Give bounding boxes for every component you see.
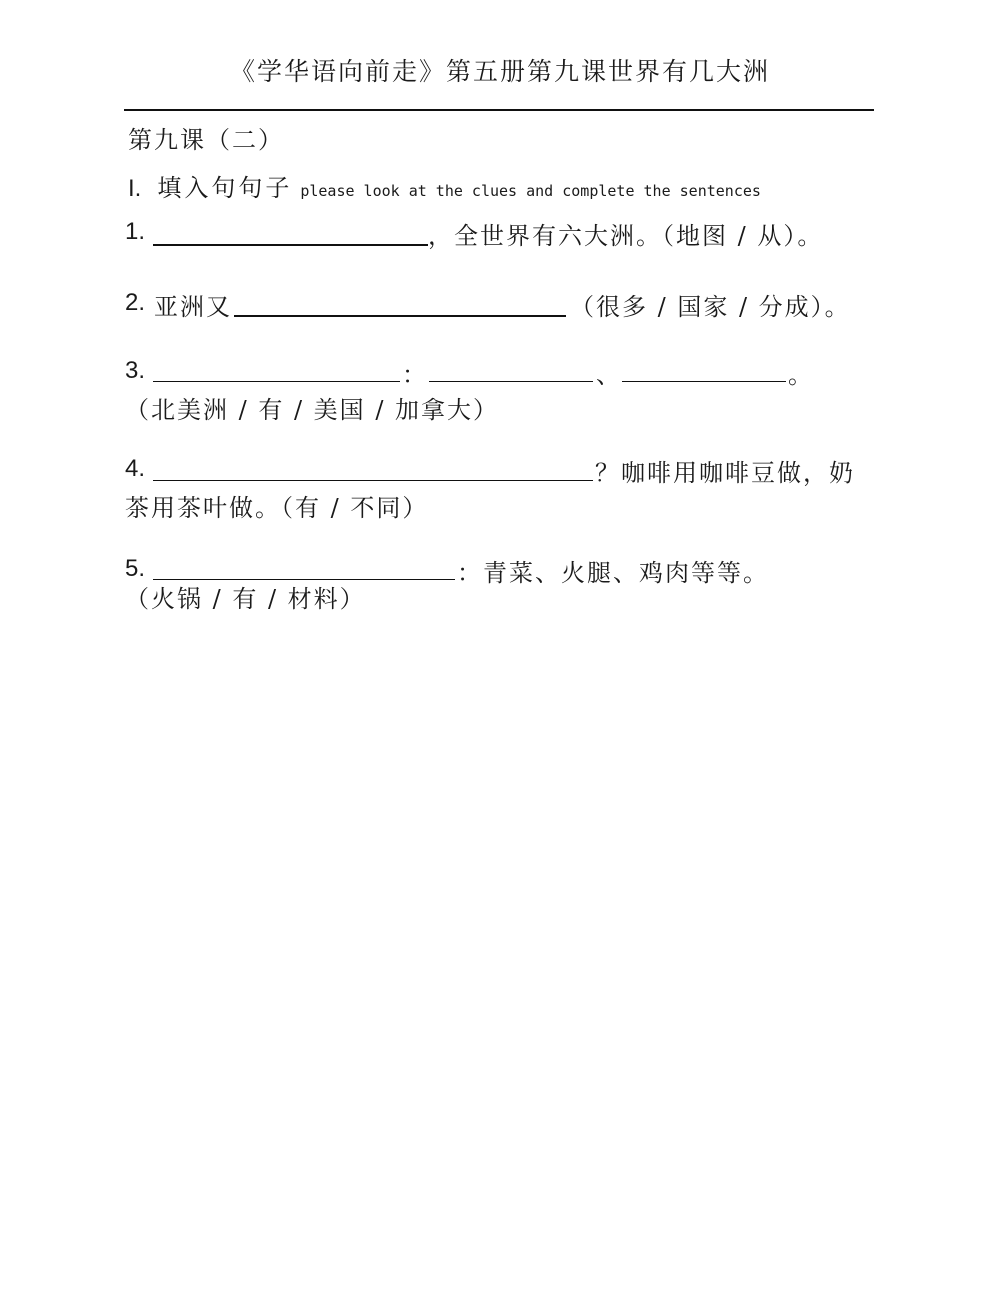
question-5-text: ：青菜、火腿、鸡肉等等。 — [457, 559, 769, 587]
section-title-en: please look at the clues and complete the sentences — [300, 182, 761, 200]
section-title-zh: 填入句句子 — [157, 174, 293, 202]
question-4-text-line2: 茶用茶叶做。（有 / 不同） — [125, 494, 429, 522]
worksheet-title: 《学华语向前走》第五册第九课世界有几大洲 — [229, 57, 770, 86]
question-2-prefix: 亚洲又 — [154, 293, 232, 321]
question-2-blank[interactable] — [234, 315, 566, 317]
question-4-number: 4. — [125, 455, 146, 482]
question-3-blank-1[interactable] — [153, 381, 400, 382]
question-5-clue: （火锅 / 有 / 材料） — [125, 585, 366, 613]
question-5-number: 5. — [125, 555, 146, 582]
question-2-number: 2. — [125, 289, 146, 316]
question-4-blank[interactable] — [153, 480, 593, 481]
title-divider — [124, 109, 874, 111]
question-3-colon: ： — [402, 361, 428, 389]
lesson-subtitle: 第九课（二） — [128, 126, 284, 154]
question-3-end: 。 — [788, 361, 814, 389]
question-2-text: （很多 / 国家 / 分成）。 — [570, 293, 851, 321]
question-1-number: 1. — [125, 218, 146, 245]
question-3-blank-3[interactable] — [622, 381, 786, 382]
question-3-clue: （北美洲 / 有 / 美国 / 加拿大） — [125, 396, 500, 424]
question-1-text: ，全世界有六大洲。（地图 / 从）。 — [428, 222, 824, 250]
question-3-number: 3. — [125, 357, 146, 384]
section-numeral: I. — [128, 175, 142, 202]
question-4-text: ？咖啡用咖啡豆做，奶 — [595, 459, 855, 487]
section-heading — [128, 168, 761, 203]
question-3-comma: 、 — [596, 361, 622, 389]
question-3-blank-2[interactable] — [429, 381, 593, 382]
question-1-blank[interactable] — [153, 244, 428, 246]
